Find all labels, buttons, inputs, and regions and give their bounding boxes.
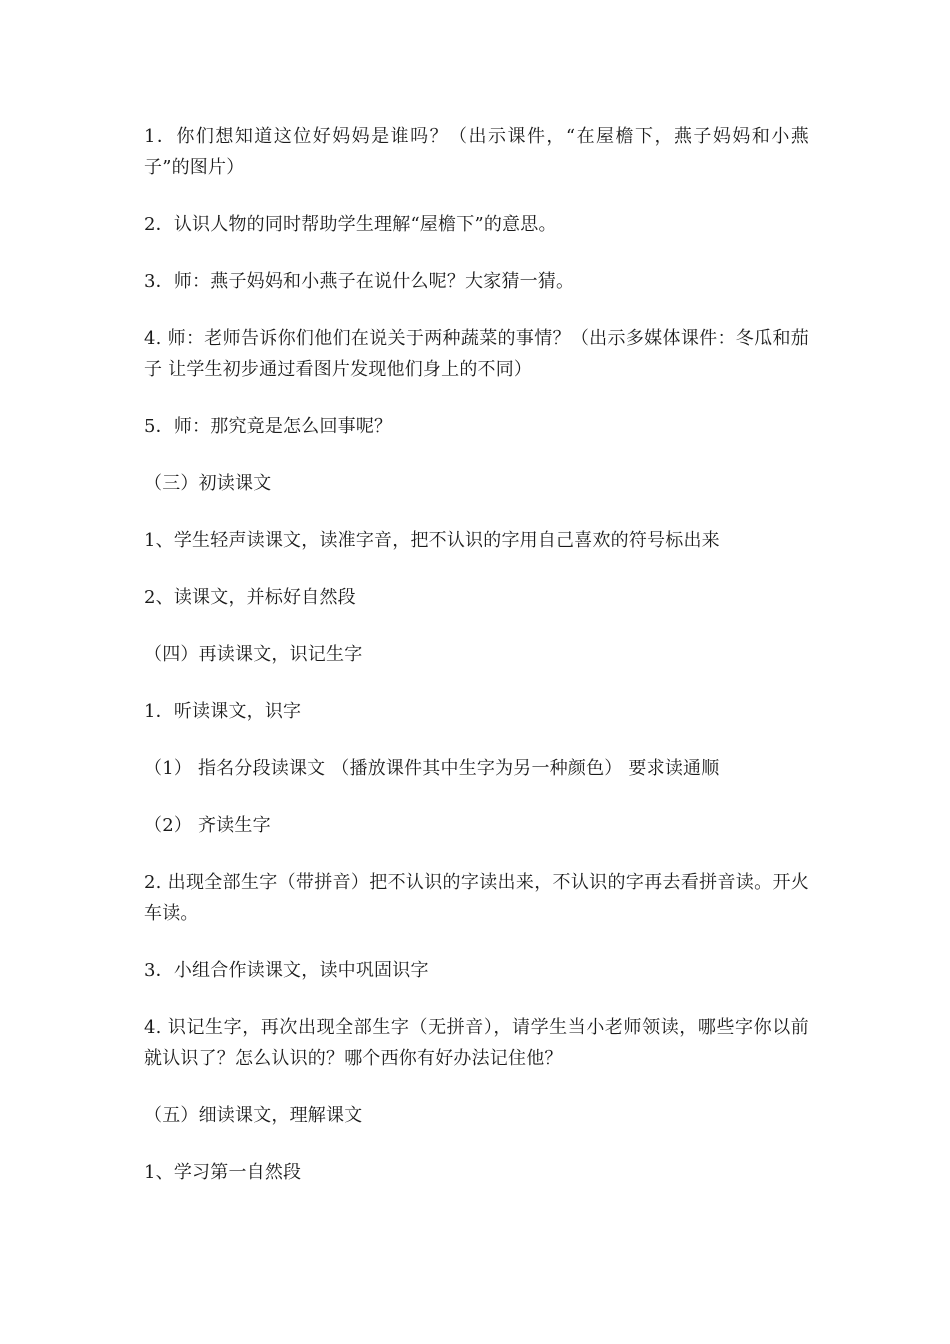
paragraph-2: 2．认识人物的同时帮助学生理解“屋檐下”的意思。: [144, 214, 557, 235]
paragraph-4: 4. 师：老师告诉你们他们在说关于两种蔬菜的事情？（出示多媒体课件：冬瓜和茄子 让学生初步通过看图片发现他们身上的不同）: [144, 328, 809, 380]
paragraph-12: 3．小组合作读课文，读中巩固识字: [144, 960, 429, 981]
paragraph-14: 1、学习第一自然段: [144, 1162, 302, 1183]
paragraph-8: 1．听读课文，识字: [144, 701, 302, 722]
paragraph-7: 2、读课文，并标好自然段: [144, 587, 356, 608]
section-heading-4: （四）再读课文，识记生字: [144, 644, 363, 665]
paragraph-1: 1．你们想知道这位好妈妈是谁吗？（出示课件，“在屋檐下，燕子妈妈和小燕子”的图片）: [144, 126, 809, 178]
paragraph-10: （2） 齐读生字: [144, 815, 271, 836]
paragraph-13: 4. 识记生字，再次出现全部生字（无拼音），请学生当小老师领读，哪些字你以前就认识了？怎么认识的？哪个西你有好办法记住他？: [144, 1017, 809, 1069]
paragraph-5: 5．师：那究竟是怎么回事呢？: [144, 416, 393, 437]
section-heading-3: （三）初读课文: [144, 473, 272, 494]
paragraph-11: 2. 出现全部生字（带拼音）把不认识的字读出来，不认识的字再去看拼音读。开火车读。: [144, 872, 809, 924]
document-body: [144, 121, 809, 1188]
paragraph-6: 1、学生轻声读课文，读准字音，把不认识的字用自己喜欢的符号标出来: [144, 530, 720, 551]
paragraph-9: （1） 指名分段读课文 （播放课件其中生字为另一种颜色） 要求读通顺: [144, 758, 720, 779]
section-heading-5: （五）细读课文，理解课文: [144, 1105, 363, 1126]
paragraph-3: 3．师：燕子妈妈和小燕子在说什么呢？大家猜一猜。: [144, 271, 575, 292]
